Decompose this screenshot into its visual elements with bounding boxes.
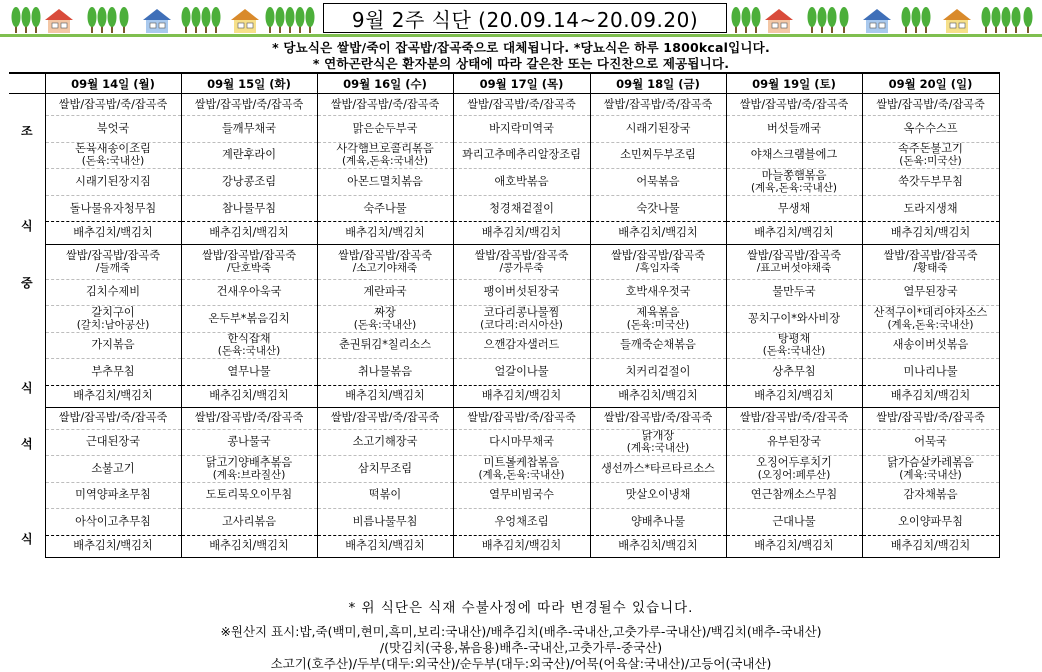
- menu-item: 도토리묵오이무침: [181, 482, 317, 509]
- notice-diabetic: * 당뇨식은 쌀밥/죽이 잡곡밥/잡곡죽으로 대체됩니다. *당뇨식은 하루 1800kcal입니다.: [272, 40, 770, 55]
- meal-label-bottom: 식: [20, 219, 33, 233]
- menu-item: 고사리볶음: [181, 509, 317, 536]
- menu-item: [317, 456, 453, 483]
- menu-item-name: 쌀밥/잡곡밥/잡곡죽: [883, 248, 978, 262]
- menu-item-name: 코다리콩나물찜: [483, 305, 560, 319]
- menu-item: 쌀밥/잡곡밥/죽/잡곡죽: [590, 407, 726, 429]
- menu-item: 미역양파초무침: [45, 482, 181, 509]
- kimchi-item: 배추김치/백김치: [181, 535, 317, 557]
- menu-item: 열무나물: [181, 359, 317, 386]
- menu-item: [45, 244, 181, 279]
- menu-item-name: 마늘쫑햄볶음: [761, 169, 827, 182]
- kimchi-item: 배추김치/백김치: [862, 535, 999, 557]
- menu-item: 얼갈이나물: [453, 359, 590, 386]
- footer-change-note: * 위 식단은 식재 수불사정에 따라 변경될수 있습니다.: [348, 600, 694, 616]
- menu-item: 쌀밥/잡곡밥/죽/잡곡죽: [453, 94, 590, 116]
- menu-item-origin: (돈육:미국산): [899, 155, 962, 168]
- menu-item: 계란파국: [317, 279, 453, 306]
- menu-item: [181, 429, 317, 456]
- menu-item: 숙갓나물: [590, 195, 726, 222]
- kimchi-item: 배추김치/백김치: [45, 385, 181, 407]
- menu-item: 연근참깨소스무침: [726, 482, 862, 509]
- menu-item-origin: (돈육:국내산): [81, 155, 145, 168]
- menu-row: [9, 456, 999, 483]
- menu-item-name: 생선까스*타르타르소스: [601, 461, 715, 475]
- menu-row: [9, 169, 999, 196]
- menu-item-name: 쌀밥/잡곡밥/잡곡죽: [474, 248, 569, 262]
- menu-item: 도라지생채: [862, 195, 999, 222]
- menu-item-name: 닭가슴살카레볶음: [887, 455, 974, 469]
- kimchi-item: 배추김치/백김치: [181, 222, 317, 244]
- menu-item: [317, 244, 453, 279]
- meal-label-bottom: 식: [20, 380, 33, 395]
- kimchi-item: 배추김치/백김치: [453, 535, 590, 557]
- menu-row: [9, 142, 999, 169]
- menu-item: [862, 169, 999, 196]
- menu-item: [181, 332, 317, 359]
- menu-item: 쌀밥/잡곡밥/죽/잡곡죽: [453, 407, 590, 429]
- menu-item: [862, 456, 999, 483]
- menu-item-name: 어묵국: [914, 435, 947, 449]
- kimchi-item: 배추김치/백김치: [317, 222, 453, 244]
- footer-origin-3: 소고기(호주산)/두부(대두:외국산)/순두부(대두:외국산)/어묵(어육살:국내산)/고등어(국내산): [270, 656, 772, 671]
- menu-item-origin: (계육,돈육:국내산): [750, 182, 838, 194]
- menu-item-origin: (계육,돈육:국내산): [887, 318, 974, 331]
- menu-item: 취나물볶음: [317, 359, 453, 386]
- menu-item: 물만두국: [726, 279, 862, 306]
- day-header: 09월 18일 (금): [590, 73, 726, 94]
- meal-label-top: 조: [20, 124, 33, 138]
- kimchi-row: [9, 535, 999, 557]
- menu-item: 쌀밥/잡곡밥/죽/잡곡죽: [590, 94, 726, 116]
- menu-item-name: 짜장: [374, 305, 396, 319]
- menu-item-name: 다시마무채국: [489, 435, 554, 449]
- menu-item-name: 한식잡채: [227, 332, 271, 346]
- kimchi-item: 배추김치/백김치: [45, 222, 181, 244]
- menu-item: 비름나물무침: [317, 509, 453, 536]
- menu-item-origin: /황태죽: [913, 261, 948, 274]
- meal-label: [9, 407, 45, 557]
- kimchi-item: 배추김치/백김치: [45, 535, 181, 557]
- menu-item: 쌀밥/잡곡밥/죽/잡곡죽: [45, 407, 181, 429]
- menu-item: [453, 142, 590, 169]
- menu-item-origin: (계육:브라질산): [212, 468, 286, 481]
- menu-item: 맑은순두부국: [317, 116, 453, 143]
- menu-item-name: 탕평채: [777, 332, 811, 346]
- footer-origin-1: ※원산지 표시:밥,죽(백미,현미,흑미,보리:국내산)/배추김치(배추-국내산,고춧가루-국내산)/백김치(배추-국내산): [220, 624, 822, 639]
- menu-item: 버섯들깨국: [726, 116, 862, 143]
- menu-item: 양배추나물: [590, 509, 726, 536]
- menu-item-name: 소고기해장국: [352, 435, 418, 449]
- menu-item-name: 야채스크램블에그: [750, 148, 838, 162]
- menu-item: [726, 429, 862, 456]
- menu-item: [726, 142, 862, 169]
- menu-item: 근대나물: [726, 509, 862, 536]
- menu-item: [317, 429, 453, 456]
- menu-item-name: 으깬감자샐러드: [483, 338, 560, 352]
- menu-item: [726, 306, 862, 333]
- menu-item: [862, 306, 999, 333]
- corner-cell: [9, 73, 45, 94]
- menu-item: [726, 244, 862, 279]
- menu-item: 쌀밥/잡곡밥/죽/잡곡죽: [317, 94, 453, 116]
- menu-item-origin: (계육:국내산): [626, 442, 690, 455]
- menu-item: 쌀밥/잡곡밥/죽/잡곡죽: [181, 94, 317, 116]
- menu-item-name: 쌀밥/잡곡밥/잡곡죽: [338, 248, 432, 262]
- menu-item: 쌀밥/잡곡밥/죽/잡곡죽: [862, 407, 999, 429]
- menu-item: [590, 429, 726, 456]
- menu-item-origin: (갈치:남아공산): [76, 318, 150, 331]
- footer-origin-2: /(맛김치(국용,볶음용)배추-국내산,고춧가루-중국산): [379, 640, 663, 655]
- menu-item: 북엇국: [45, 116, 181, 143]
- menu-item: [590, 244, 726, 279]
- menu-item: [453, 244, 590, 279]
- menu-item-origin: (코다리:러시아산): [480, 318, 563, 331]
- menu-item-origin: (계육,돈육:국내산): [478, 468, 565, 481]
- menu-item-name: 산적구이*데리야자소스: [873, 305, 988, 319]
- menu-item-name: 삼치무조림: [357, 461, 413, 475]
- menu-item: 참나물무침: [181, 195, 317, 222]
- menu-item: [181, 306, 317, 333]
- menu-item: [317, 169, 453, 196]
- menu-item-name: 시래기된장지짐: [75, 175, 151, 188]
- menu-item: [181, 244, 317, 279]
- menu-item-name: 돈육새송이조림: [75, 142, 151, 156]
- menu-item-name: 속주돈불고기: [898, 142, 963, 156]
- menu-item: 열무된장국: [862, 279, 999, 306]
- menu-item: 미나리나물: [862, 359, 999, 386]
- menu-item: 떡볶이: [317, 482, 453, 509]
- menu-item-name: 미트볼케찹볶음: [483, 455, 560, 469]
- menu-item-name: 유부된장국: [766, 435, 822, 449]
- menu-item: 감자채볶음: [862, 482, 999, 509]
- menu-item: 맛살오이냉채: [590, 482, 726, 509]
- menu-row: [9, 94, 999, 116]
- menu-item-origin: (오징어:페루산): [757, 468, 831, 481]
- menu-item: [726, 169, 862, 196]
- menu-item: 우엉채조림: [453, 509, 590, 536]
- menu-item-origin: /들깨죽: [96, 261, 130, 274]
- menu-row: [9, 407, 999, 429]
- menu-item-name: 콩나물국: [227, 435, 271, 449]
- menu-item: 숙주나물: [317, 195, 453, 222]
- menu-item: [862, 429, 999, 456]
- menu-item: [590, 332, 726, 359]
- kimchi-item: 배추김치/백김치: [181, 385, 317, 407]
- menu-item-name: 쌀밥/잡곡밥/잡곡죽: [202, 248, 296, 262]
- kimchi-item: 배추김치/백김치: [726, 222, 862, 244]
- menu-item-origin: /단호박죽: [226, 261, 272, 274]
- menu-item-name: 들깨죽순채볶음: [620, 338, 696, 352]
- menu-item: [726, 332, 862, 359]
- menu-item-name: 오징어두루치기: [756, 455, 832, 469]
- meal-label: [9, 244, 45, 407]
- menu-item: [45, 429, 181, 456]
- menu-item: 쌀밥/잡곡밥/죽/잡곡죽: [726, 407, 862, 429]
- menu-item: [317, 332, 453, 359]
- menu-item-name: 춘권튀김*칠리소스: [338, 338, 432, 352]
- menu-item-name: 아몬드멸치볶음: [347, 175, 423, 188]
- menu-row: [9, 429, 999, 456]
- menu-item: [590, 169, 726, 196]
- menu-item: [590, 306, 726, 333]
- menu-item-origin: /소고기야채죽: [352, 261, 418, 274]
- meal-label-bottom: 식: [20, 532, 33, 546]
- menu-row: [9, 279, 999, 306]
- menu-item-name: 갈치구이: [91, 305, 135, 319]
- menu-item: [317, 142, 453, 169]
- menu-item: 들깨무채국: [181, 116, 317, 143]
- menu-item: [45, 332, 181, 359]
- menu-item-origin: /표고버섯야채죽: [756, 261, 832, 274]
- menu-row: [9, 306, 999, 333]
- menu-item-origin: (계육,돈육:국내산): [341, 155, 429, 168]
- menu-item: [45, 142, 181, 169]
- menu-row: [9, 244, 999, 279]
- menu-item-name: 소불고기: [91, 461, 135, 475]
- menu-item-name: 쌀밥/잡곡밥/잡곡죽: [747, 248, 841, 262]
- page-title: 9월 2주 식단 (20.09.14~20.09.20): [323, 3, 727, 33]
- menu-item-name: 강낭콩조림: [221, 175, 277, 188]
- menu-row: [9, 116, 999, 143]
- menu-item-name: 꽁치구이*와사비장: [747, 311, 841, 325]
- menu-item: 호박새우젓국: [590, 279, 726, 306]
- day-header-row: [9, 73, 999, 94]
- menu-item: [45, 456, 181, 483]
- menu-row: [9, 332, 999, 359]
- menu-item: [453, 456, 590, 483]
- menu-item-name: 어묵볶음: [636, 175, 680, 188]
- menu-item-origin: /콩가루죽: [499, 261, 544, 274]
- notice-dysphagia: * 연하곤란식은 환자분의 상태에 따라 갈은찬 또는 다진찬으로 제공됩니다.: [312, 56, 730, 71]
- kimchi-item: 배추김치/백김치: [862, 385, 999, 407]
- menu-item: [590, 456, 726, 483]
- menu-item-name: 애호박볶음: [494, 175, 549, 188]
- kimchi-row: [9, 385, 999, 407]
- menu-item: 아삭이고추무침: [45, 509, 181, 536]
- menu-item: [453, 429, 590, 456]
- menu-item-name: 사각햄브로콜리볶음: [336, 142, 434, 156]
- menu-item: 쌀밥/잡곡밥/죽/잡곡죽: [862, 94, 999, 116]
- menu-item: 청경채겉절이: [453, 195, 590, 222]
- menu-item: 팽이버섯된장국: [453, 279, 590, 306]
- menu-item-name: 쌀밥/잡곡밥/잡곡죽: [66, 248, 160, 262]
- menu-item: [45, 306, 181, 333]
- kimchi-item: 배추김치/백김치: [590, 222, 726, 244]
- kimchi-row: [9, 222, 999, 244]
- menu-item: 열무비빔국수: [453, 482, 590, 509]
- menu-item: 부추무침: [45, 359, 181, 386]
- meal-label: [9, 94, 45, 245]
- menu-item-name: 새송이버섯볶음: [892, 338, 969, 352]
- menu-item: [726, 456, 862, 483]
- menu-item-name: 소민찌두부조림: [620, 148, 696, 162]
- menu-item: 쌀밥/잡곡밥/죽/잡곡죽: [726, 94, 862, 116]
- menu-item: [453, 169, 590, 196]
- menu-item-name: 근대된장국: [85, 435, 141, 449]
- menu-item: [181, 169, 317, 196]
- menu-item-origin: (돈육:국내산): [353, 318, 417, 331]
- menu-item-name: 닭고기양배추볶음: [205, 455, 293, 469]
- menu-item-name: 온두부*볶음김치: [208, 311, 290, 325]
- menu-row: [9, 482, 999, 509]
- kimchi-item: 배추김치/백김치: [726, 535, 862, 557]
- menu-item: [45, 169, 181, 196]
- menu-item: 무생채: [726, 195, 862, 222]
- menu-row: [9, 509, 999, 536]
- kimchi-item: 배추김치/백김치: [453, 385, 590, 407]
- kimchi-item: 배추김치/백김치: [590, 535, 726, 557]
- menu-item-name: 제육볶음: [636, 305, 680, 319]
- menu-item: 쌀밥/잡곡밥/죽/잡곡죽: [181, 407, 317, 429]
- menu-item: [453, 332, 590, 359]
- kimchi-item: 배추김치/백김치: [453, 222, 590, 244]
- kimchi-item: 배추김치/백김치: [590, 385, 726, 407]
- menu-item-origin: (돈육:국내산): [217, 345, 281, 358]
- meal-label-top: 석: [20, 437, 33, 451]
- kimchi-item: 배추김치/백김치: [862, 222, 999, 244]
- menu-item: [862, 244, 999, 279]
- menu-item: 오이양파무침: [862, 509, 999, 536]
- menu-item: 바지락미역국: [453, 116, 590, 143]
- menu-item: 치커리겉절이: [590, 359, 726, 386]
- menu-row: [9, 195, 999, 222]
- menu-item: [453, 306, 590, 333]
- menu-item: 돌나물유자청무침: [45, 195, 181, 222]
- menu-item: 김치수제비: [45, 279, 181, 306]
- menu-item-origin: (계육:국내산): [899, 468, 962, 481]
- menu-item: 상추무침: [726, 359, 862, 386]
- menu-item: [862, 332, 999, 359]
- menu-item-name: 닭개장: [641, 429, 675, 443]
- day-header: 09월 20일 (일): [862, 73, 999, 94]
- menu-item: 옥수수스프: [862, 116, 999, 143]
- menu-table: [9, 72, 1000, 558]
- menu-item-name: 쑥갓두부무침: [898, 175, 963, 188]
- menu-item: [590, 142, 726, 169]
- banner-ground-line: [0, 34, 1042, 37]
- menu-item-name: 계란후라이: [221, 148, 277, 162]
- menu-row: [9, 359, 999, 386]
- menu-item-name: 꽈리고추메추리알장조림: [462, 148, 581, 162]
- menu-item-origin: (돈육:국내산): [762, 345, 826, 358]
- menu-item: [862, 142, 999, 169]
- kimchi-item: 배추김치/백김치: [317, 385, 453, 407]
- menu-item: [181, 456, 317, 483]
- menu-item: [181, 142, 317, 169]
- menu-item: [317, 306, 453, 333]
- menu-item: 건새우아욱국: [181, 279, 317, 306]
- menu-item-origin: (돈육:미국산): [626, 318, 690, 331]
- menu-item-name: 쌀밥/잡곡밥/잡곡죽: [611, 248, 705, 262]
- day-header: 09월 19일 (토): [726, 73, 862, 94]
- menu-item: 시래기된장국: [590, 116, 726, 143]
- day-header: 09월 16일 (수): [317, 73, 453, 94]
- menu-item: 쌀밥/잡곡밥/죽/잡곡죽: [317, 407, 453, 429]
- menu-item-origin: /흑임자죽: [635, 261, 681, 274]
- day-header: 09월 17일 (목): [453, 73, 590, 94]
- menu-item: 쌀밥/잡곡밥/죽/잡곡죽: [45, 94, 181, 116]
- kimchi-item: 배추김치/백김치: [317, 535, 453, 557]
- day-header: 09월 15일 (화): [181, 73, 317, 94]
- day-header: 09월 14일 (월): [45, 73, 181, 94]
- menu-item-name: 가지볶음: [91, 338, 135, 352]
- kimchi-item: 배추김치/백김치: [726, 385, 862, 407]
- meal-label-top: 중: [20, 275, 33, 290]
